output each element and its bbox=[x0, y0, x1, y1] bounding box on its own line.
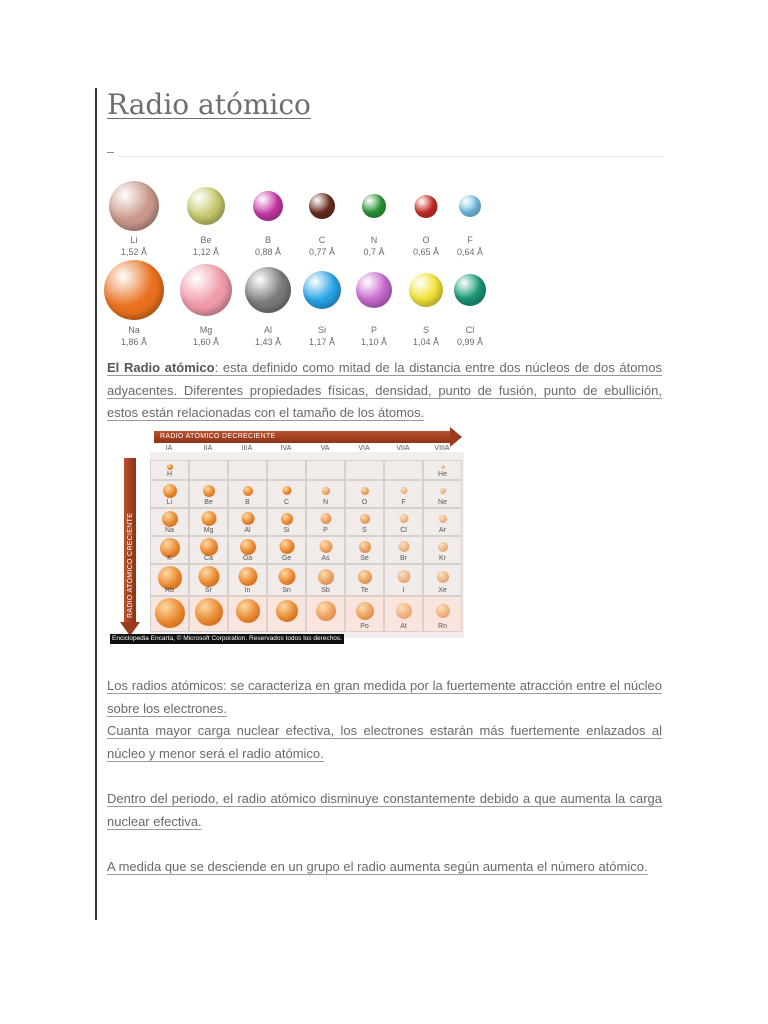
element-symbol: Mg bbox=[203, 527, 214, 534]
element-cell bbox=[150, 508, 189, 536]
group-label: IIA bbox=[203, 445, 213, 452]
atom-cl bbox=[440, 268, 500, 348]
element-cell bbox=[228, 596, 267, 632]
atom-c bbox=[292, 178, 352, 258]
element-cell bbox=[306, 480, 345, 508]
atom-f bbox=[440, 178, 500, 258]
intro-paragraph bbox=[107, 357, 662, 425]
element-symbol: Ca bbox=[204, 555, 213, 562]
element-symbol: P bbox=[323, 527, 328, 534]
element-symbol: Si bbox=[283, 527, 290, 534]
element-sphere bbox=[399, 514, 408, 523]
element-symbol: O bbox=[361, 499, 368, 506]
element-cell bbox=[267, 564, 306, 596]
title-dash bbox=[107, 152, 114, 153]
element-symbol: K bbox=[167, 555, 172, 562]
element-sphere bbox=[322, 487, 330, 495]
atoms-row-period-3 bbox=[104, 268, 484, 348]
element-sphere bbox=[316, 601, 336, 621]
element-cell bbox=[267, 460, 306, 480]
element-symbol: F bbox=[401, 499, 406, 506]
element-symbol: Kr bbox=[439, 555, 446, 562]
atom-symbol: Be bbox=[200, 235, 212, 245]
atom-radius: 0,64 Å bbox=[456, 247, 484, 257]
element-symbol: Po bbox=[360, 623, 369, 630]
atom-symbol: F bbox=[467, 235, 473, 245]
element-sphere bbox=[440, 488, 446, 494]
element-symbol: As bbox=[321, 555, 330, 562]
element-cell bbox=[189, 460, 228, 480]
atom-radius: 0,88 Å bbox=[254, 247, 282, 257]
element-sphere bbox=[359, 541, 371, 553]
atom-sphere bbox=[253, 191, 283, 221]
atom-symbol: S bbox=[422, 325, 429, 335]
element-symbol: Xe bbox=[438, 587, 447, 594]
element-cell bbox=[423, 564, 462, 596]
element-sphere bbox=[282, 486, 291, 495]
atom-si bbox=[292, 268, 352, 348]
element-cell bbox=[423, 508, 462, 536]
element-cell bbox=[189, 564, 228, 596]
atom-radius: 0,99 Å bbox=[456, 337, 484, 347]
atoms-row-period-2 bbox=[104, 178, 484, 258]
group-label: VIA bbox=[358, 445, 370, 452]
atom-radius: 1,04 Å bbox=[412, 337, 440, 347]
element-cell bbox=[345, 460, 384, 480]
element-cell bbox=[306, 460, 345, 480]
element-cell bbox=[306, 536, 345, 564]
element-symbol: Rb bbox=[165, 587, 174, 594]
element-symbol: He bbox=[438, 471, 447, 478]
element-sphere bbox=[155, 598, 185, 628]
atom-symbol: B bbox=[264, 235, 271, 245]
atom-radius: 0,77 Å bbox=[308, 247, 336, 257]
paragraph-attraction bbox=[107, 675, 662, 765]
element-symbol: Li bbox=[166, 499, 173, 506]
element-symbol: B bbox=[245, 499, 250, 506]
element-grid bbox=[150, 452, 464, 638]
element-symbol: In bbox=[244, 587, 251, 594]
figure-caption: Enciclopedia Encarta, © Microsoft Corporation. Reservados todos los derechos. bbox=[112, 635, 342, 642]
element-cell bbox=[150, 596, 189, 632]
atom-sphere bbox=[309, 193, 335, 219]
element-sphere bbox=[238, 567, 257, 586]
horizontal-arrow-head bbox=[450, 427, 462, 447]
atom-sphere bbox=[454, 274, 486, 306]
atom-radius: 1,17 Å bbox=[308, 337, 336, 347]
element-symbol: Ar bbox=[439, 527, 446, 534]
element-cell bbox=[228, 460, 267, 480]
element-sphere bbox=[195, 598, 223, 626]
atom-be bbox=[176, 178, 236, 258]
element-cell bbox=[189, 480, 228, 508]
element-symbol: I bbox=[402, 587, 405, 594]
element-symbol: Ne bbox=[438, 499, 447, 506]
element-sphere bbox=[241, 512, 254, 525]
element-sphere bbox=[198, 566, 219, 587]
element-cell bbox=[384, 536, 423, 564]
element-cell bbox=[384, 564, 423, 596]
element-symbol: H bbox=[166, 471, 173, 478]
element-sphere bbox=[319, 540, 332, 553]
element-symbol: Ga bbox=[242, 555, 253, 562]
element-sphere bbox=[361, 487, 369, 495]
paragraph-period bbox=[107, 788, 662, 833]
element-sphere bbox=[163, 484, 177, 498]
atom-mg bbox=[176, 268, 236, 348]
element-symbol: Te bbox=[360, 587, 369, 594]
paragraph-4: A medida que se desciende en un grupo el radio aumenta según aumenta el número atómico. bbox=[107, 859, 648, 874]
element-sphere bbox=[437, 571, 449, 583]
element-cell bbox=[150, 460, 189, 480]
atom-sphere bbox=[303, 271, 341, 309]
vertical-arrow-label: RADIO ATÓMICO CRECIENTE bbox=[127, 512, 134, 618]
element-cell bbox=[150, 564, 189, 596]
element-sphere bbox=[318, 569, 334, 585]
page-title: Radio atómico bbox=[107, 88, 311, 121]
group-label: IA bbox=[165, 445, 173, 452]
element-sphere bbox=[203, 485, 215, 497]
element-sphere bbox=[281, 513, 293, 525]
atom-b bbox=[238, 178, 298, 258]
intro-bold-term: El Radio atómico bbox=[107, 360, 215, 375]
horizontal-arrow-label: RADIO ATÓMICO DECRECIENTE bbox=[160, 433, 276, 440]
element-sphere bbox=[201, 511, 216, 526]
element-sphere bbox=[243, 486, 253, 496]
element-sphere bbox=[200, 538, 218, 556]
atom-symbol: Na bbox=[128, 325, 140, 335]
atom-li bbox=[104, 178, 164, 258]
element-cell bbox=[228, 536, 267, 564]
atom-radius: 1,60 Å bbox=[192, 337, 220, 347]
atom-sphere bbox=[459, 195, 481, 217]
element-sphere bbox=[279, 539, 294, 554]
atom-n bbox=[344, 178, 404, 258]
paragraph-group bbox=[107, 856, 662, 879]
atom-radius: 0,65 Å bbox=[412, 247, 440, 257]
element-symbol: Cl bbox=[400, 527, 407, 534]
element-sphere bbox=[441, 465, 445, 469]
element-cell bbox=[267, 480, 306, 508]
element-symbol: Se bbox=[360, 555, 369, 562]
paragraph-3: Dentro del periodo, el radio atómico disminuye constantemente debido a que aumenta la carga nuclear efectiva. bbox=[107, 791, 662, 829]
element-cell bbox=[267, 536, 306, 564]
element-symbol: Br bbox=[400, 555, 407, 562]
element-sphere bbox=[320, 513, 331, 524]
element-cell bbox=[150, 536, 189, 564]
atom-symbol: O bbox=[422, 235, 430, 245]
group-label: VIIIA bbox=[434, 445, 450, 452]
atom-sphere bbox=[409, 273, 443, 307]
element-cell bbox=[423, 596, 462, 632]
element-sphere bbox=[400, 487, 407, 494]
element-cell bbox=[384, 460, 423, 480]
element-sphere bbox=[396, 603, 412, 619]
element-sphere bbox=[276, 600, 298, 622]
element-sphere bbox=[167, 464, 173, 470]
atom-radius: 1,86 Å bbox=[120, 337, 148, 347]
paragraph-2a: Los radios atómicos: se caracteriza en gran medida por la fuertemente atracción entre el núcleo sobre los electrones. bbox=[107, 678, 662, 716]
element-sphere bbox=[356, 602, 374, 620]
element-sphere bbox=[398, 541, 409, 552]
element-cell bbox=[267, 508, 306, 536]
atom-symbol: Mg bbox=[199, 325, 213, 335]
atom-symbol: Al bbox=[263, 325, 272, 335]
element-cell bbox=[189, 596, 228, 632]
atom-al bbox=[238, 268, 298, 348]
element-cell bbox=[384, 480, 423, 508]
element-symbol: Sr bbox=[205, 587, 212, 594]
element-symbol: Ge bbox=[281, 555, 292, 562]
element-cell bbox=[189, 508, 228, 536]
atom-p bbox=[344, 268, 404, 348]
element-sphere bbox=[358, 570, 372, 584]
element-sphere bbox=[360, 514, 370, 524]
element-sphere bbox=[397, 570, 410, 583]
group-label: VIIA bbox=[396, 445, 410, 452]
left-margin-rule bbox=[95, 88, 97, 920]
atom-symbol: Li bbox=[130, 235, 138, 245]
atom-symbol: P bbox=[370, 325, 377, 335]
element-cell bbox=[384, 508, 423, 536]
atom-sphere bbox=[187, 187, 225, 225]
element-cell bbox=[306, 596, 345, 632]
atom-radius: 1,52 Å bbox=[120, 247, 148, 257]
element-cell bbox=[345, 564, 384, 596]
periodic-radius-figure bbox=[110, 428, 466, 646]
element-cell bbox=[345, 508, 384, 536]
atom-sphere bbox=[362, 194, 386, 218]
element-symbol: Be bbox=[204, 499, 213, 506]
element-symbol: At bbox=[400, 623, 407, 630]
group-label: IVA bbox=[280, 445, 292, 452]
element-sphere bbox=[439, 515, 447, 523]
element-cell bbox=[384, 596, 423, 632]
atom-sphere bbox=[356, 272, 392, 308]
element-sphere bbox=[236, 599, 260, 623]
element-sphere bbox=[436, 604, 450, 618]
atom-symbol: N bbox=[370, 235, 378, 245]
element-sphere bbox=[438, 542, 448, 552]
element-cell bbox=[228, 480, 267, 508]
atom-sphere bbox=[180, 264, 232, 316]
group-label: IIIA bbox=[241, 445, 253, 452]
atom-radius: 1,12 Å bbox=[192, 247, 220, 257]
paragraph-2b: Cuanta mayor carga nuclear efectiva, los electrones estarán más fuertemente enlazados al núcleo y menor será el radio atómico. bbox=[107, 723, 662, 761]
atom-sphere bbox=[104, 260, 164, 320]
element-symbol: Rn bbox=[438, 623, 447, 630]
atom-sphere bbox=[415, 195, 438, 218]
element-cell bbox=[423, 480, 462, 508]
element-symbol: Sn bbox=[282, 587, 291, 594]
element-symbol: Al bbox=[244, 527, 251, 534]
atom-radius: 1,43 Å bbox=[254, 337, 282, 347]
element-cell bbox=[267, 596, 306, 632]
element-cell bbox=[423, 536, 462, 564]
title-separator bbox=[118, 156, 663, 157]
element-sphere bbox=[278, 568, 295, 585]
element-cell bbox=[345, 480, 384, 508]
element-cell bbox=[228, 508, 267, 536]
atom-radius: 0,7 Å bbox=[363, 247, 385, 257]
element-cell bbox=[189, 536, 228, 564]
element-symbol: C bbox=[283, 499, 290, 506]
atom-radius: 1,10 Å bbox=[360, 337, 388, 347]
element-symbol: Na bbox=[165, 527, 174, 534]
element-symbol: S bbox=[362, 527, 367, 534]
atom-symbol: C bbox=[318, 235, 326, 245]
element-symbol: N bbox=[322, 499, 329, 506]
element-cell bbox=[150, 480, 189, 508]
atom-na bbox=[104, 268, 164, 348]
group-label: VA bbox=[320, 445, 330, 452]
element-sphere bbox=[162, 511, 178, 527]
element-cell bbox=[306, 564, 345, 596]
element-cell bbox=[345, 596, 384, 632]
element-cell bbox=[228, 564, 267, 596]
atom-symbol: Si bbox=[317, 325, 326, 335]
atom-sphere bbox=[109, 181, 159, 231]
element-cell bbox=[345, 536, 384, 564]
element-symbol: Sb bbox=[321, 587, 330, 594]
intro-text: : esta definido como mitad de la distancia entre dos núcleos de dos átomos adyacentes. Diferentes propiedades físicas, densidad, punto de fusión, punto de ebullición, estos están relacionadas con el tamaño de los átomos. bbox=[107, 360, 662, 420]
element-sphere bbox=[240, 539, 256, 555]
element-cell bbox=[423, 460, 462, 480]
atom-sphere bbox=[245, 267, 291, 313]
element-cell bbox=[306, 508, 345, 536]
atom-symbol: Cl bbox=[465, 325, 475, 335]
